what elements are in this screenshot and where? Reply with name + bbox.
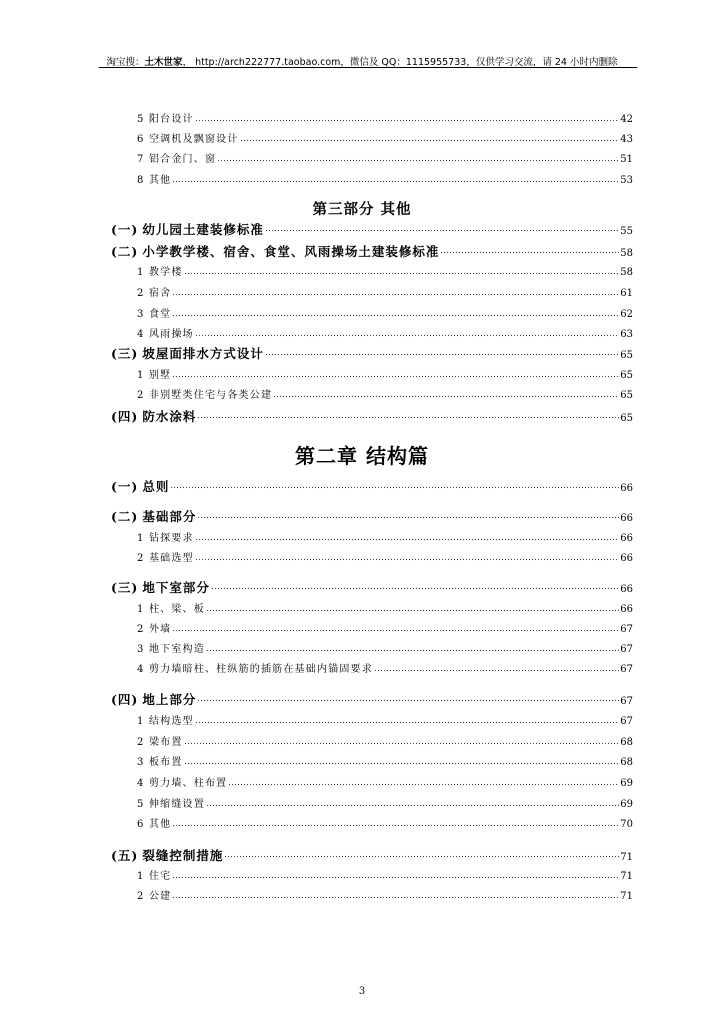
toc-section-title: 防水涂料 — [142, 409, 197, 424]
toc-section-title: 基础部分 — [142, 509, 197, 524]
toc-section-number: (三) — [111, 580, 139, 595]
toc-subitem-row[interactable] — [137, 815, 633, 831]
dot-leader — [172, 819, 619, 827]
toc-subitem-label: 2 基础选型 — [137, 553, 194, 564]
chapter-title: 第二章 结构篇 — [295, 444, 429, 468]
toc-subitem-row[interactable] — [137, 284, 633, 300]
toc-page-number: 53 — [620, 175, 633, 186]
toc-subitem-label: 3 食堂 — [137, 309, 172, 320]
toc-section-row[interactable] — [111, 507, 633, 523]
dot-leader — [265, 348, 619, 356]
dot-leader — [217, 154, 619, 162]
toc-subitem-label: 2 公建 — [137, 891, 172, 902]
dot-leader — [172, 370, 619, 378]
toc-section-title: 地上部分 — [142, 692, 197, 707]
toc-section-label — [111, 578, 210, 596]
toc-page-number: 67 — [620, 644, 633, 655]
toc-subitem-label: 5 伸缩缝设置 — [137, 799, 205, 810]
toc-subitem-row[interactable] — [137, 171, 633, 187]
header-prefix: 淘宝搜： — [106, 57, 145, 68]
toc-subitem-label: 1 教学楼 — [137, 267, 183, 278]
toc-subitem-label: 6 空调机及飘窗设计 — [137, 134, 239, 145]
toc-page-number: 51 — [620, 154, 633, 165]
toc-section-title: 幼儿园土建装修标准 — [142, 222, 264, 237]
dot-leader — [197, 694, 619, 702]
toc-section-label — [111, 407, 196, 425]
dot-leader — [172, 871, 619, 879]
toc-subitem-row[interactable] — [137, 386, 633, 402]
dot-leader — [172, 891, 619, 899]
toc-subitem-label: 1 钻探要求 — [137, 533, 194, 544]
toc-subitem-row[interactable] — [137, 600, 633, 616]
toc-subitem-row[interactable] — [137, 263, 633, 279]
toc-page-number: 65 — [620, 390, 633, 401]
toc-subitem-row[interactable] — [137, 774, 633, 790]
toc-subitem-label: 2 外墙 — [137, 624, 172, 635]
toc-page-number: 69 — [620, 778, 633, 789]
toc-subitem-label: 4 剪力墙暗柱、柱纵筋的插筋在基础内锚固要求 — [137, 664, 373, 675]
dot-leader — [195, 716, 620, 724]
toc-section-number: (一) — [111, 479, 139, 494]
toc-page-number: 58 — [620, 267, 633, 278]
toc-subitem-row[interactable] — [137, 640, 633, 656]
toc-subitem-label: 4 剪力墙、柱布置 — [137, 778, 228, 789]
toc-subitem-label: 3 地下室构造 — [137, 644, 205, 655]
toc-section-title: 坡屋面排水方式设计 — [142, 346, 264, 361]
toc-subitem-row[interactable] — [137, 795, 633, 811]
dot-leader — [195, 533, 620, 541]
toc-page-number: 66 — [620, 553, 633, 564]
dot-leader — [273, 390, 619, 398]
toc-subitem-label: 3 板布置 — [137, 757, 183, 768]
toc-section-row[interactable] — [111, 407, 633, 423]
toc-section-title: 总则 — [142, 479, 170, 494]
toc-subitem-row[interactable] — [137, 733, 633, 749]
toc-page-number: 71 — [620, 871, 633, 882]
toc-page-number: 68 — [620, 757, 633, 768]
toc-page-number: 67 — [620, 624, 633, 635]
dot-leader — [240, 134, 620, 142]
toc-section-row[interactable] — [111, 344, 633, 360]
toc-section-label — [111, 220, 264, 238]
toc-section-label — [111, 846, 223, 864]
dot-leader — [265, 224, 619, 232]
toc-page-number: 66 — [620, 584, 633, 595]
dot-leader — [184, 757, 620, 765]
toc-section-number: (四) — [111, 692, 139, 707]
toc-subitem-row[interactable] — [137, 150, 633, 166]
dot-leader — [170, 481, 619, 489]
toc-page-number: 66 — [620, 513, 633, 524]
toc-subitem-row[interactable] — [137, 305, 633, 321]
toc-page-number: 70 — [620, 819, 633, 830]
dot-leader — [184, 737, 620, 745]
toc-section-row[interactable] — [111, 242, 633, 258]
toc-page-number: 66 — [620, 483, 633, 494]
toc-section-label — [111, 344, 264, 362]
toc-page-number: 67 — [620, 696, 633, 707]
dot-leader — [172, 288, 619, 296]
toc-page-number: 68 — [620, 737, 633, 748]
header-text: ， http://arch222777.taobao.com，微信及 QQ：1115955733，仅供学习交流，请 24 小时内删除 — [182, 57, 618, 68]
toc-subitem-row[interactable] — [137, 660, 633, 676]
toc-section-row[interactable] — [111, 220, 633, 236]
page-number: 3 — [358, 986, 366, 997]
toc-section-number: (三) — [111, 346, 139, 361]
dot-leader — [172, 309, 619, 317]
toc-page-number: 67 — [620, 664, 633, 675]
toc-section-row[interactable] — [111, 690, 633, 706]
toc-page-number: 65 — [620, 413, 633, 424]
toc-section-number: (二) — [111, 509, 139, 524]
toc-page-number: 42 — [620, 114, 633, 125]
dot-leader — [172, 175, 619, 183]
toc-page-number: 61 — [620, 288, 633, 299]
dot-leader — [206, 604, 619, 612]
toc-page-number: 67 — [620, 716, 633, 727]
toc-subitem-row[interactable] — [137, 529, 633, 545]
toc-section-title: 裂缝控制措施 — [142, 848, 224, 863]
dot-leader — [440, 246, 619, 254]
dot-leader — [228, 778, 619, 786]
toc-subitem-label: 1 柱、梁、板 — [137, 604, 205, 615]
dot-leader — [206, 799, 619, 807]
toc-subitem-row[interactable] — [137, 110, 633, 126]
toc-subitem-row[interactable] — [137, 325, 633, 341]
toc-page-number: 63 — [620, 329, 633, 340]
toc-page-number: 58 — [620, 248, 633, 259]
toc-section-number: (二) — [111, 244, 139, 259]
toc-section-number: (五) — [111, 848, 139, 863]
header-shop-name: 土木世家 — [144, 57, 183, 68]
toc-section-row[interactable] — [111, 578, 633, 594]
toc-subitem-label: 2 非别墅类住宅与各类公建 — [137, 390, 273, 401]
toc-subitem-label: 1 住宅 — [137, 871, 172, 882]
dot-leader — [195, 553, 620, 561]
dot-leader — [195, 114, 620, 122]
toc-page-number: 43 — [620, 134, 633, 145]
toc-subitem-label: 4 风雨操场 — [137, 329, 194, 340]
dot-leader — [224, 850, 619, 858]
toc-section-row[interactable] — [111, 846, 633, 862]
toc-page-number: 66 — [620, 604, 633, 615]
toc-page-number: 71 — [620, 852, 633, 863]
toc-page-number: 65 — [620, 350, 633, 361]
toc-subitem-row[interactable] — [137, 712, 633, 728]
toc-subitem-label: 2 宿舍 — [137, 288, 172, 299]
toc-page-number: 62 — [620, 309, 633, 320]
part-title: 第三部分 其他 — [312, 201, 412, 218]
toc-section-number: (一) — [111, 222, 139, 237]
toc-subitem-row[interactable] — [137, 366, 633, 382]
toc-subitem-row[interactable] — [137, 549, 633, 565]
toc-page-number: 66 — [620, 533, 633, 544]
toc-section-label — [111, 242, 439, 260]
dot-leader — [172, 624, 619, 632]
dot-leader — [197, 511, 619, 519]
toc-subitem-label: 5 阳台设计 — [137, 114, 194, 125]
dot-leader — [206, 644, 619, 652]
toc-section-label — [111, 507, 196, 525]
dot-leader — [211, 582, 619, 590]
dot-leader — [195, 329, 620, 337]
toc-section-label — [111, 477, 169, 495]
toc-subitem-label: 6 其他 — [137, 819, 172, 830]
toc-page-number: 65 — [620, 370, 633, 381]
toc-section-number: (四) — [111, 409, 139, 424]
toc-subitem-label: 2 梁布置 — [137, 737, 183, 748]
toc-section-title: 地下室部分 — [142, 580, 210, 595]
toc-page-number: 55 — [620, 226, 633, 237]
toc-section-row[interactable] — [111, 477, 633, 493]
toc-subitem-row[interactable] — [137, 753, 633, 769]
dot-leader — [197, 411, 619, 419]
dot-leader — [374, 664, 619, 672]
toc-subitem-row[interactable] — [137, 130, 633, 146]
toc-subitem-label: 7 铝合金门、窗 — [137, 154, 217, 165]
dot-leader — [184, 267, 620, 275]
toc-subitem-label: 1 结构选型 — [137, 716, 194, 727]
toc-subitem-row[interactable] — [137, 867, 633, 883]
toc-section-title: 小学教学楼、宿舍、食堂、风雨操场土建装修标准 — [142, 244, 440, 259]
toc-subitem-label: 8 其他 — [137, 175, 172, 186]
toc-page-number: 71 — [620, 891, 633, 902]
toc-section-label — [111, 690, 196, 708]
toc-subitem-label: 1 别墅 — [137, 370, 172, 381]
toc-subitem-row[interactable] — [137, 620, 633, 636]
toc-page-number: 69 — [620, 799, 633, 810]
toc-subitem-row[interactable] — [137, 887, 633, 903]
